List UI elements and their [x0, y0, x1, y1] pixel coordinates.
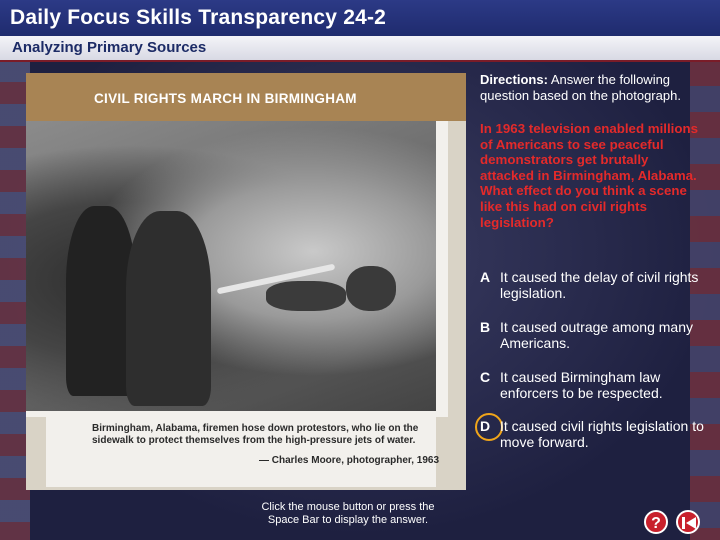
protester-figure: [266, 281, 346, 311]
question-panel: [472, 66, 704, 486]
directions-text: Answer the following question based on the photograph.: [480, 72, 681, 103]
photo-title: CIVIL RIGHTS MARCH IN BIRMINGHAM: [94, 91, 357, 106]
photo-panel: [26, 73, 466, 490]
choice-text: It caused outrage among many Americans.: [500, 319, 694, 351]
choice-letter: C: [480, 369, 491, 385]
back-button[interactable]: [676, 510, 700, 534]
back-to-start-icon: [682, 517, 696, 529]
photo-credit: — Charles Moore, photographer, 1963: [259, 455, 440, 466]
choice-text: It caused civil rights legislation to move forward.: [500, 418, 704, 450]
photo-title-bar: [26, 73, 466, 121]
section-title: Analyzing Primary Sources: [12, 39, 207, 56]
help-button[interactable]: [644, 510, 668, 534]
photo-caption: Birmingham, Alabama, firemen hose down protestors, who lie on the sidewalk to protect themselves from the high-pressure jets of water.: [92, 423, 419, 446]
choice-text: It caused Birmingham law enforcers to be respected.: [500, 369, 663, 401]
advance-hint: Click the mouse button or press the Space Bar to display the answer.: [261, 501, 435, 526]
firefighter-figure: [126, 211, 211, 406]
question-mark-icon: ?: [651, 515, 661, 532]
protester-figure: [346, 266, 396, 311]
question-text: In 1963 television enabled millions of Americans to see peaceful demonstrators get brutally attacked in Birmingham, Alabama. What effect do you think a scene like this had on civil rights legislation?: [480, 121, 698, 230]
page-title: Daily Focus Skills Transparency 24-2: [10, 6, 387, 29]
directions: [480, 72, 705, 104]
choice-letter: D: [480, 418, 491, 434]
subheader-bar: [0, 36, 720, 62]
choice-text: It caused the delay of civil rights legislation.: [500, 269, 699, 301]
choice-letter: A: [480, 269, 491, 285]
header-bar: [0, 0, 720, 36]
directions-label: Directions:: [480, 72, 548, 87]
historical-photo: [26, 121, 448, 417]
choice-letter: B: [480, 319, 491, 335]
